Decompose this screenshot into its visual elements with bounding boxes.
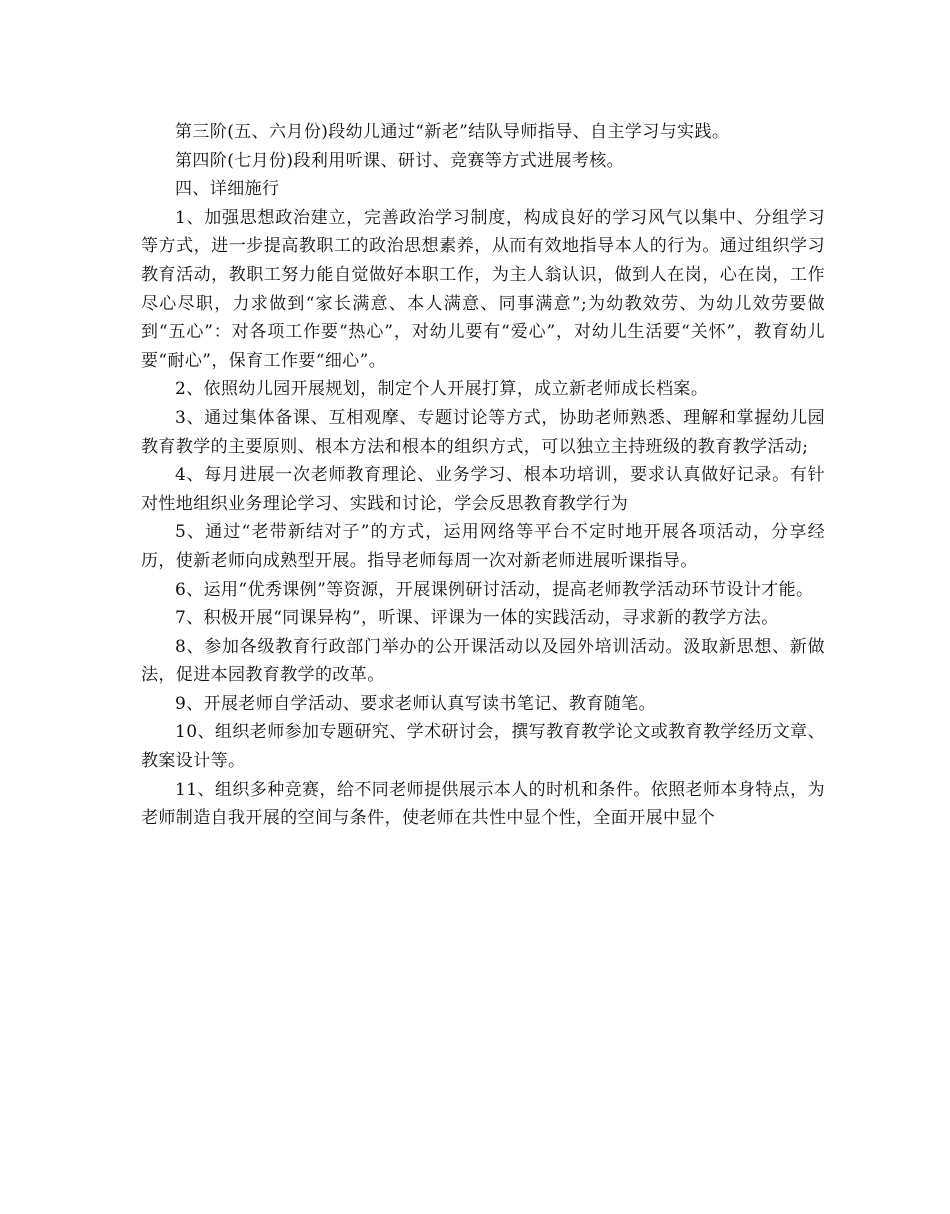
paragraph-item-7: 7、积极开展“同课异构”，听课、评课为一体的实践活动，寻求新的教学方法。 [175,608,779,629]
paragraph-item-11: 11、组织多种竞赛，给不同老师提供展示本人的时机和条件。依照老师本身特点，为老师制造自我开展的空间与条件，使老师在共性中显个性，全面开展中显个 [141,779,825,829]
paragraph-stage-three: 第三阶(五、六月份)段幼儿通过“新老”结队导师指导、自主学习与实践。 [175,122,730,142]
paragraph-item-1: 1、加强思想政治建立，完善政治学习制度，构成良好的学习风气以集中、分组学习等方式，进一步提高教职工的政治思想素养，从而有效地指导本人的行为。通过组织学习教育活动，教职工努力能自觉做好本职工作，为主人翁认识，做到人在岗，心在岗，工作尽心尽职，力求做到“家长满意、本人满意、同事满意”;为幼教效劳、为幼儿效劳要做到“五心”：对各项工作要“热心”，对幼儿要有“爱心”，对幼儿生活要“关怀”，教育幼儿要“耐心”，保育工作要“细心”。 [141,207,825,371]
paragraph-item-8: 8、参加各级教育行政部门举办的公开课活动以及园外培训活动。汲取新思想、新做法，促进本园教育教学的改革。 [141,636,825,686]
paragraph-item-4: 4、每月进展一次老师教育理论、业务学习、根本功培训，要求认真做好记录。有针对性地组织业务理论学习、实践和讨论，学会反思教育教学行为 [141,465,825,514]
paragraph-item-10: 10、组织老师参加专题研究、学术研讨会，撰写教育教学论文或教育教学经历文章、教案设计等。 [141,722,825,772]
paragraph-stage-four: 第四阶(七月份)段利用听课、研讨、竞赛等方式进展考核。 [175,150,625,171]
document-body [141,118,825,833]
paragraph-item-2: 2、依照幼儿园开展规划，制定个人开展打算，成立新老师成长档案。 [175,379,709,400]
paragraph-item-3: 3、通过集体备课、互相观摩、专题讨论等方式，协助老师熟悉、理解和掌握幼儿园教育教学的主要原则、根本方法和根本的组织方式，可以独立主持班级的教育教学活动; [141,407,825,457]
section-heading-implementation: 四、详细施行 [175,179,280,200]
paragraph-item-6: 6、运用“优秀课例”等资源，开展课例研讨活动，提高老师教学活动环节设计才能。 [175,579,814,600]
paragraph-item-9: 9、开展老师自学活动、要求老师认真写读书笔记、教育随笔。 [175,693,657,714]
paragraph-item-5: 5、通过“老带新结对子”的方式，运用网络等平台不定时地开展各项活动，分享经历，使新老师向成熟型开展。指导老师每周一次对新老师进展听课指导。 [141,522,825,571]
